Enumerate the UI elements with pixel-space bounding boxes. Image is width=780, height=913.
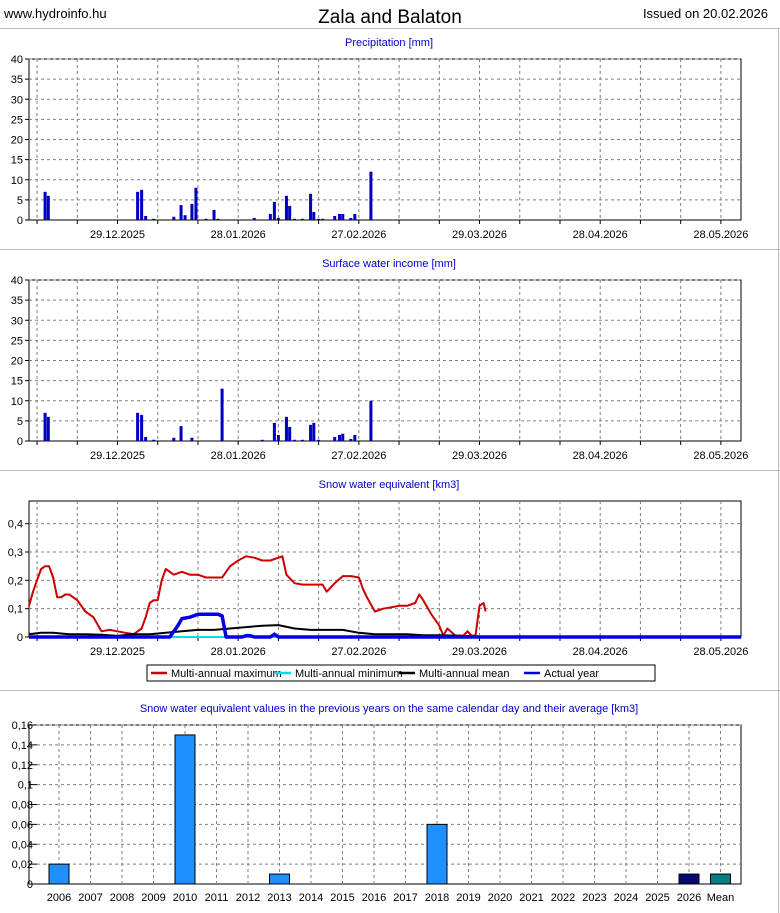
data-bar (285, 417, 288, 441)
data-bar (180, 205, 183, 220)
x-tick-label: 2018 (424, 892, 450, 904)
data-bar (427, 824, 447, 884)
data-bar (285, 196, 288, 220)
data-bar (293, 219, 296, 220)
data-bar (270, 874, 290, 884)
data-bar (269, 214, 272, 220)
y-tick-label: 5 (16, 415, 23, 428)
data-bar (288, 427, 291, 441)
x-tick-label: 28.04.2026 (572, 646, 628, 658)
data-bar (301, 440, 304, 441)
precipitation-chart (0, 29, 778, 249)
data-bar (353, 435, 356, 441)
x-tick-label: 2023 (582, 892, 607, 904)
data-bar (152, 219, 155, 220)
data-bar (47, 196, 50, 220)
y-tick-label: 15 (10, 154, 23, 167)
x-tick-label: 28.05.2026 (693, 229, 749, 241)
data-bar (44, 413, 47, 441)
data-bar (204, 219, 207, 220)
x-tick-label: 28.05.2026 (693, 450, 749, 462)
x-tick-label: 28.01.2026 (210, 229, 266, 241)
data-bar (321, 219, 324, 220)
data-bar (369, 401, 372, 441)
data-bar (140, 415, 143, 441)
y-tick-label: 15 (10, 375, 23, 388)
x-tick-label: 2010 (172, 892, 198, 904)
x-tick-label: Mean (706, 892, 735, 904)
data-bar (140, 190, 143, 220)
y-tick-label: 20 (10, 134, 23, 147)
y-tick-label: 25 (10, 335, 23, 348)
x-tick-label: 2026 (676, 892, 702, 904)
chart-title: Snow water equivalent [km3] (318, 479, 460, 491)
y-tick-label: 0,02 (11, 859, 33, 872)
data-bar (136, 413, 139, 441)
data-bar (338, 214, 341, 220)
data-bar (44, 192, 47, 220)
chart-title: Snow water equivalent values in the previous years on the same calendar day and their average [km3] (139, 703, 639, 715)
data-bar (301, 219, 304, 220)
legend-label: Multi-annual maximum (171, 668, 282, 680)
data-bar (144, 437, 147, 441)
x-tick-label: 2022 (550, 892, 576, 904)
data-bar (190, 204, 193, 220)
y-tick-label: 0,3 (7, 547, 23, 559)
data-bar (369, 172, 372, 220)
chart-title: Surface water income [mm] (322, 258, 456, 270)
x-tick-label: 2020 (487, 892, 513, 904)
data-bar (47, 417, 50, 441)
plot-area (29, 501, 741, 637)
x-tick-label: 2019 (456, 892, 481, 904)
y-tick-label: 40 (10, 54, 23, 66)
panel-border-right (778, 28, 779, 913)
data-bar (333, 216, 336, 220)
x-tick-label: 28.04.2026 (572, 229, 628, 241)
data-bar (277, 435, 280, 441)
x-tick-label: 29.03.2026 (451, 450, 508, 462)
data-bar (288, 206, 291, 220)
data-bar (152, 440, 155, 441)
data-bar (349, 439, 352, 441)
x-tick-label: 27.02.2026 (331, 646, 387, 658)
legend-label: Actual year (544, 668, 600, 680)
data-bar (349, 218, 352, 220)
data-bar (180, 426, 183, 441)
x-tick-label: 2006 (46, 892, 72, 904)
data-bar (312, 212, 315, 220)
x-tick-label: 2014 (298, 892, 324, 904)
x-tick-label: 2015 (330, 892, 355, 904)
data-bar (273, 423, 276, 441)
x-tick-label: 29.12.2025 (89, 229, 146, 241)
y-tick-label: 0,1 (7, 603, 23, 616)
data-bar (253, 218, 256, 220)
x-tick-label: 2021 (519, 892, 544, 904)
y-tick-label: 0,04 (11, 839, 33, 852)
data-bar (217, 219, 220, 220)
page-title: Zala and Balaton (318, 7, 462, 28)
data-bar (194, 188, 197, 220)
y-tick-label: 0,14 (11, 739, 33, 752)
data-bar (309, 194, 312, 220)
y-tick-label: 20 (10, 355, 23, 368)
y-tick-label: 0 (16, 215, 23, 227)
data-bar (49, 864, 69, 884)
data-bar (172, 217, 175, 220)
data-bar (175, 735, 195, 884)
y-tick-label: 0,06 (11, 819, 33, 832)
x-tick-label: 29.03.2026 (451, 646, 508, 658)
x-tick-label: 2013 (267, 892, 292, 904)
x-tick-label: 2008 (109, 892, 135, 904)
x-tick-label: 29.03.2026 (451, 229, 508, 241)
data-bar (184, 215, 187, 220)
y-tick-label: 35 (10, 295, 23, 308)
x-tick-label: 2017 (393, 892, 418, 904)
y-tick-label: 30 (10, 315, 23, 328)
x-tick-label: 27.02.2026 (331, 229, 387, 241)
x-tick-label: 29.12.2025 (89, 450, 146, 462)
y-tick-label: 0,12 (11, 759, 33, 772)
data-bar (277, 218, 280, 220)
y-tick-label: 30 (10, 94, 23, 107)
data-bar (711, 874, 731, 884)
y-tick-label: 5 (16, 194, 23, 207)
snow-water-equivalent-chart (0, 471, 778, 690)
x-tick-label: 2025 (645, 892, 670, 904)
y-tick-label: 10 (10, 174, 23, 187)
y-tick-label: 25 (10, 114, 23, 127)
y-tick-label: 35 (10, 74, 23, 87)
x-tick-label: 2012 (235, 892, 261, 904)
data-bar (317, 219, 320, 220)
y-tick-label: 0 (16, 436, 23, 448)
data-bar (309, 425, 312, 441)
y-tick-label: 0 (16, 632, 23, 644)
y-tick-label: 0,1 (17, 779, 33, 792)
y-tick-label: 40 (10, 275, 23, 287)
x-tick-label: 28.04.2026 (572, 450, 628, 462)
data-bar (317, 440, 320, 441)
data-bar (333, 437, 336, 441)
data-bar (341, 434, 344, 441)
data-bar (341, 214, 344, 220)
y-tick-label: 0 (26, 879, 33, 891)
issued-date: Issued on 20.02.2026 (642, 6, 768, 21)
data-bar (293, 440, 296, 441)
x-tick-label: 2011 (204, 892, 229, 904)
data-bar (338, 435, 341, 441)
y-tick-label: 0,2 (7, 575, 23, 588)
data-bar (312, 423, 315, 441)
x-tick-label: 29.12.2025 (89, 646, 146, 658)
x-tick-label: 28.01.2026 (210, 450, 266, 462)
y-tick-label: 0,16 (11, 720, 33, 732)
data-bar (679, 874, 699, 884)
legend-label: Multi-annual mean (419, 668, 510, 680)
y-tick-label: 10 (10, 395, 23, 408)
site-link[interactable]: www.hydroinfo.hu (4, 6, 107, 21)
surface-water-income-chart (0, 250, 778, 470)
y-tick-label: 0,4 (7, 518, 23, 531)
x-tick-label: 2016 (361, 892, 387, 904)
x-tick-label: 28.05.2026 (693, 646, 749, 658)
x-tick-label: 2024 (613, 892, 639, 904)
x-tick-label: 27.02.2026 (331, 450, 387, 462)
data-bar (273, 202, 276, 220)
data-bar (353, 214, 356, 220)
data-bar (261, 440, 264, 441)
x-tick-label: 2007 (78, 892, 103, 904)
x-tick-label: 28.01.2026 (210, 646, 266, 658)
data-bar (190, 438, 193, 441)
data-bar (213, 210, 216, 220)
snow-water-previous-years-chart (0, 691, 778, 913)
chart-title: Precipitation [mm] (344, 37, 434, 49)
data-bar (144, 216, 147, 220)
y-tick-label: 0,08 (11, 799, 33, 812)
x-tick-label: 2009 (141, 892, 166, 904)
data-bar (221, 389, 224, 441)
data-bar (172, 438, 175, 441)
data-bar (136, 192, 139, 220)
legend-label: Multi-annual minimum (295, 668, 403, 680)
